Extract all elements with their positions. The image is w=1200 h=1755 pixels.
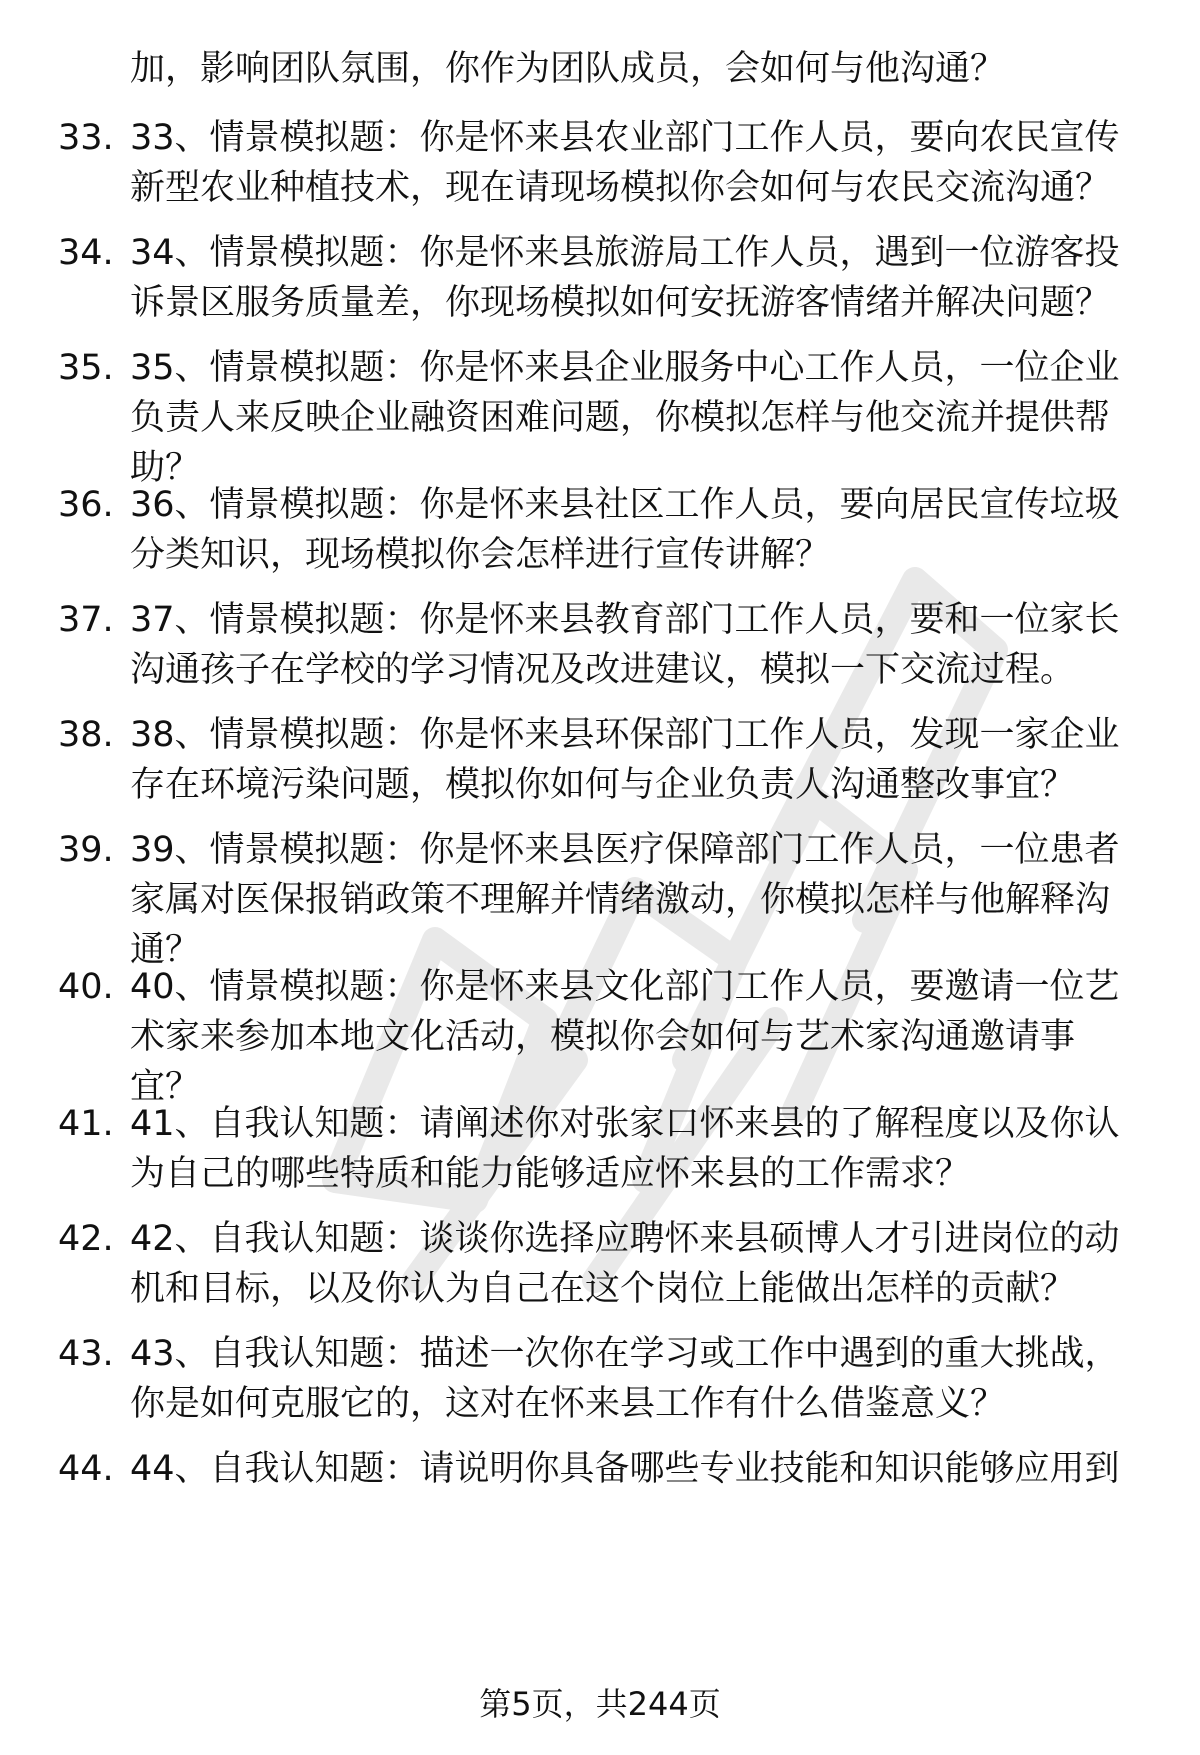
question-text: 44、自我认知题：请说明你具备哪些专业技能和知识能够应用到	[130, 1449, 1120, 1489]
question-text: 40、情景模拟题：你是怀来县文化部门工作人员，要邀请一位艺 术家来参加本地文化活动，模拟你会如何与艺术家沟通邀请事 宜？	[130, 967, 1120, 1107]
question-text: 33、情景模拟题：你是怀来县农业部门工作人员，要向农民宣传 新型农业种植技术，现在请现场模拟你会如何与农民交流沟通？	[130, 118, 1120, 208]
question-text: 34、情景模拟题：你是怀来县旅游局工作人员，遇到一位游客投 诉景区服务质量差，你现场模拟如何安抚游客情绪并解决问题？	[130, 233, 1120, 323]
question-number: 40.	[58, 967, 114, 1007]
page-footer: 第5页，共244页	[479, 1685, 721, 1723]
question-text: 37、情景模拟题：你是怀来县教育部门工作人员，要和一位家长 沟通孩子在学校的学习情况及改进建议，模拟一下交流过程。	[130, 600, 1120, 690]
question-number: 43.	[58, 1334, 114, 1374]
question-number: 36.	[58, 485, 114, 525]
question-number: 38.	[58, 715, 114, 755]
question-text: 36、情景模拟题：你是怀来县社区工作人员，要向居民宣传垃圾 分类知识，现场模拟你会怎样进行宣传讲解？	[130, 485, 1120, 575]
question-number: 39.	[58, 830, 114, 870]
question-text: 38、情景模拟题：你是怀来县环保部门工作人员，发现一家企业 存在环境污染问题，模拟你如何与企业负责人沟通整改事宜？	[130, 715, 1120, 805]
question-text: 35、情景模拟题：你是怀来县企业服务中心工作人员，一位企业 负责人来反映企业融资困难问题，你模拟怎样与他交流并提供帮 助？	[130, 348, 1120, 488]
continuation-text: 加，影响团队氛围，你作为团队成员，会如何与他沟通？	[130, 49, 1006, 89]
question-number: 33.	[58, 118, 114, 158]
question-number: 35.	[58, 348, 114, 388]
question-number: 34.	[58, 233, 114, 273]
question-text: 39、情景模拟题：你是怀来县医疗保障部门工作人员，一位患者 家属对医保报销政策不理解并情绪激动，你模拟怎样与他解释沟 通？	[130, 830, 1120, 970]
question-number: 42.	[58, 1219, 114, 1259]
question-number: 41.	[58, 1104, 114, 1144]
question-text: 43、自我认知题：描述一次你在学习或工作中遇到的重大挑战， 你是如何克服它的，这对在怀来县工作有什么借鉴意义？	[130, 1334, 1120, 1424]
question-number: 37.	[58, 600, 114, 640]
question-text: 41、自我认知题：请阐述你对张家口怀来县的了解程度以及你认 为自己的哪些特质和能力能够适应怀来县的工作需求？	[130, 1104, 1120, 1194]
question-number: 44.	[58, 1449, 114, 1489]
question-text: 42、自我认知题：谈谈你选择应聘怀来县硕博人才引进岗位的动 机和目标，以及你认为自己在这个岗位上能做出怎样的贡献？	[130, 1219, 1120, 1309]
